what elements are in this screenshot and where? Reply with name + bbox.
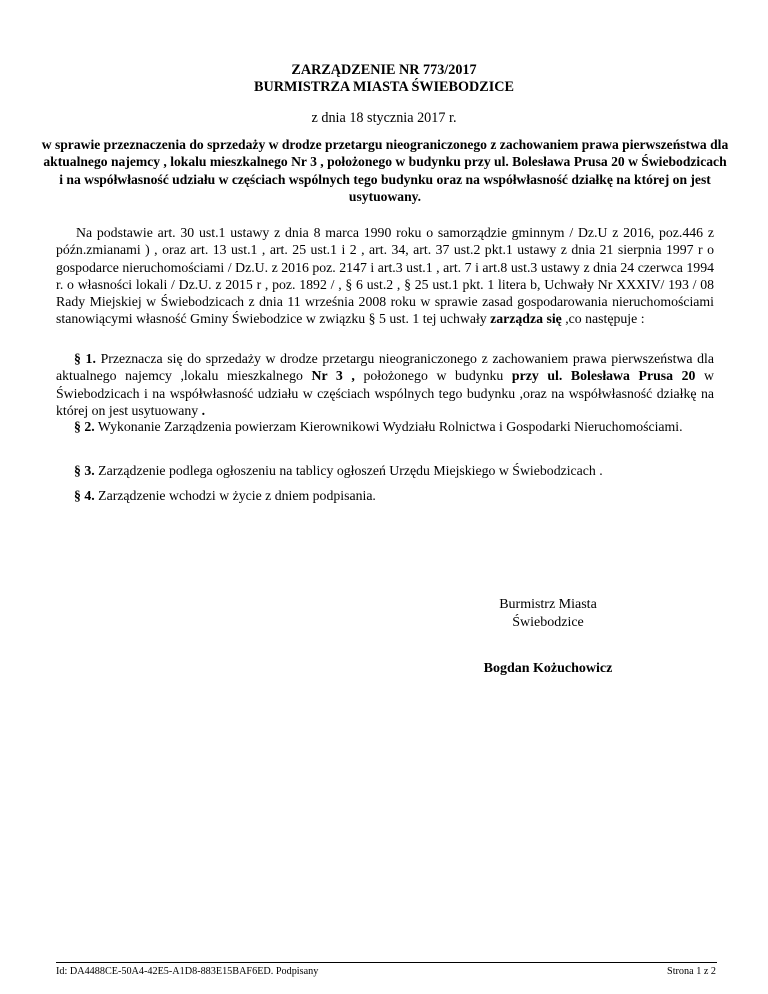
section-2-number: § 2. xyxy=(74,419,95,434)
legal-basis-tail: ,co następuje : xyxy=(565,311,645,327)
section-1-text-b: położonego w budynku xyxy=(363,368,504,384)
document-subject: w sprawie przeznaczenia do sprzedaży w drodze przetargu nieograniczonego z zachowaniem prawa pierwszeństwa dla aktualnego najemcy , lokalu mieszkalnego Nr 3 , położonego w budynku przy ul. Bolesława Prusa 20 w Świebodzicach i na współwłasność udziału w częściach wspólnych tego budynku oraz na współwłasność działkę na której on jest usytuowany. xyxy=(41,137,729,204)
section-4 xyxy=(56,487,714,504)
legal-basis-bold: zarządza się xyxy=(490,311,562,327)
section-2-text: Wykonanie Zarządzenia powierzam Kierownikowi Wydziału Rolnictwa i Gospodarki Nieruchomościami. xyxy=(97,419,683,434)
section-3-number: § 3. xyxy=(74,463,95,478)
document-title: ZARZĄDZENIE NR 773/2017 xyxy=(291,62,477,78)
section-3-text: Zarządzenie podlega ogłoszeniu na tablicy ogłoszeń Urzędu Miejskiego w Świebodzicach . xyxy=(98,463,603,478)
legal-basis-text: Na podstawie art. 30 ust.1 ustawy z dnia 8 marca 1990 roku o samorządzie gminnym / Dz.U z 2016, poz.446 z późn.zmianami ) , oraz art. 13 ust.1 , art. 25 ust.1 i 2 , art. 34, art. 37 ust.2 pkt.1 ustawy z dnia 21 sierpnia 1997 r o gospodarce nieruchomościami / Dz.U. z 2016 poz. 2147 i art.3 ust.1 , art. 7 i art.8 ust.3 ustawy z dnia 24 czerwca 1994 r. o własności lokali / Dz.U. z 2015 r , poz. 1892 / , § 6 ust.2 , § 25 ust.1 pkt. 1 litera b, Uchwały Nr XXXIV/ 193 / 08 Rady Miejskiej w Świebodzicach z dnia 11 września 2008 roku w sprawie zasad gospodarowania nieruchomościami stanowiącymi własność Gminy Świebodzice w związku § 5 ust. 1 tej uchwały xyxy=(56,225,714,327)
signatory-name: Bogdan Kożuchowicz xyxy=(483,661,613,676)
section-1 xyxy=(56,350,714,419)
document-issuer: BURMISTRZA MIASTA ŚWIEBODZICE xyxy=(254,79,514,95)
section-1-bold-b: przy ul. Bolesława Prusa 20 xyxy=(511,368,696,384)
section-1-bold-c: . xyxy=(201,402,206,418)
section-2 xyxy=(56,418,714,435)
section-3 xyxy=(56,462,714,479)
section-1-number: § 1. xyxy=(74,351,96,366)
document-id: Id: DA4488CE-50A4-42E5-A1D8-883E15BAF6ED. Podpisany xyxy=(56,966,319,977)
document-date: z dnia 18 stycznia 2017 r. xyxy=(311,110,457,126)
section-1-text-a: Przeznacza się do sprzedaży w drodze przetargu nieograniczonego z zachowaniem prawa pierwszeństwa dla aktualnego najemcy ,lokalu mieszkalnego xyxy=(56,351,715,384)
signatory-role-line2: Świebodzice xyxy=(512,615,584,630)
section-1-bold-a: Nr 3 , xyxy=(311,368,355,384)
footer-divider xyxy=(56,962,717,963)
page-number: Strona 1 z 2 xyxy=(667,966,716,977)
section-1-text-c: w Świebodzicach i na współwłasność udziału w częściach wspólnych tego budynku ,oraz na współwłasność działkę na której on jest usytuowany xyxy=(56,368,714,418)
signatory-role xyxy=(448,596,648,632)
section-4-text: Zarządzenie wchodzi w życie z dniem podpisania. xyxy=(98,488,376,503)
signatory-role-line1: Burmistrz Miasta xyxy=(499,597,597,612)
legal-basis xyxy=(56,224,714,328)
section-4-number: § 4. xyxy=(74,488,95,503)
